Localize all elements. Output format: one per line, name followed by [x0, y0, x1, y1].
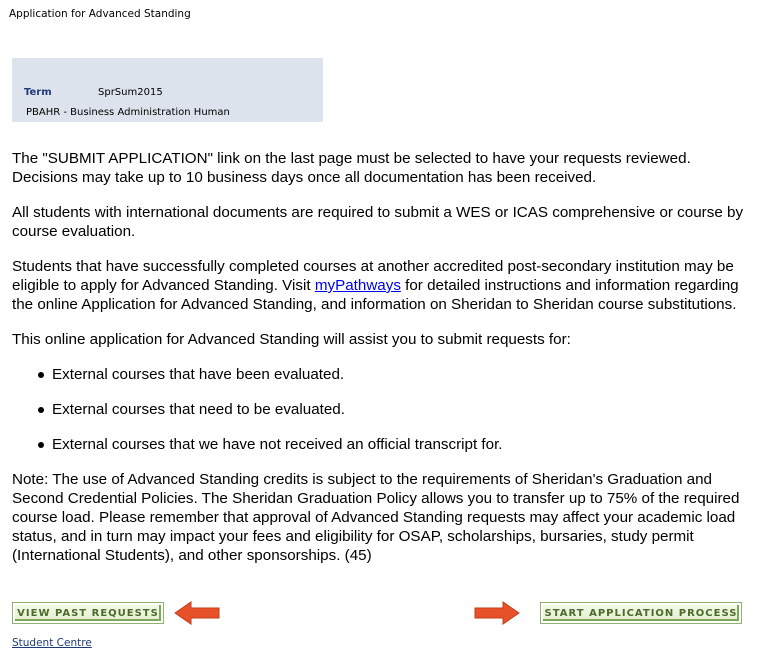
program-name: PBAHR - Business Administration Human	[26, 107, 230, 118]
term-label: Term	[24, 87, 52, 98]
list-item: External courses that need to be evaluated.	[12, 400, 747, 419]
arrow-left-icon	[173, 601, 221, 625]
request-types-list	[12, 365, 747, 454]
intro-paragraph-eligibility	[12, 257, 747, 314]
view-past-requests-button[interactable]: VIEW PAST REQUESTS	[12, 602, 164, 624]
instructions-content	[12, 149, 747, 581]
page-title: Application for Advanced Standing	[9, 8, 191, 20]
intro-paragraph-international: All students with international documents are required to submit a WES or ICAS comprehensive or course by course evaluation.	[12, 204, 744, 240]
list-item: External courses that we have not received an official transcript for.	[12, 435, 747, 454]
intro-paragraph-submit: The "SUBMIT APPLICATION" link on the last page must be selected to have your requests reviewed. Decisions may take up to 10 business days once all documentation has been received.	[12, 150, 691, 186]
term-info-box	[12, 58, 323, 122]
eligibility-text-before: Students that have successfully completed courses at another accredited post-secondary institution may be eligible to apply for Advanced Standing. Visit	[12, 258, 734, 294]
arrow-right-icon	[473, 601, 521, 625]
note-paragraph: Note: The use of Advanced Standing credits is subject to the requirements of Sheridan's Graduation and Second Credential Policies. The Sheridan Graduation Policy allows you to transfer up to 75% of the required course load. Please remember that approval of Advanced Standing requests may affect your academic load status, and in turn may impact your fees and eligibility for OSAP, scholarships, bursaries, study permit (International Students), and other sponsorships. (45)	[12, 471, 740, 564]
intro-paragraph-assist: This online application for Advanced Standing will assist you to submit requests for:	[12, 331, 571, 348]
mypathways-link[interactable]: myPathways	[314, 277, 401, 294]
eligibility-text-after: for detailed instructions and information regarding the online Application for Advanced Standing, and information on Sheridan to Sheridan course substitutions.	[12, 277, 739, 313]
start-application-button[interactable]: START APPLICATION PROCESS	[540, 602, 742, 624]
list-item: External courses that have been evaluated.	[12, 365, 747, 384]
student-centre-link[interactable]: Student Centre	[12, 637, 92, 649]
term-value: SprSum2015	[98, 87, 163, 98]
